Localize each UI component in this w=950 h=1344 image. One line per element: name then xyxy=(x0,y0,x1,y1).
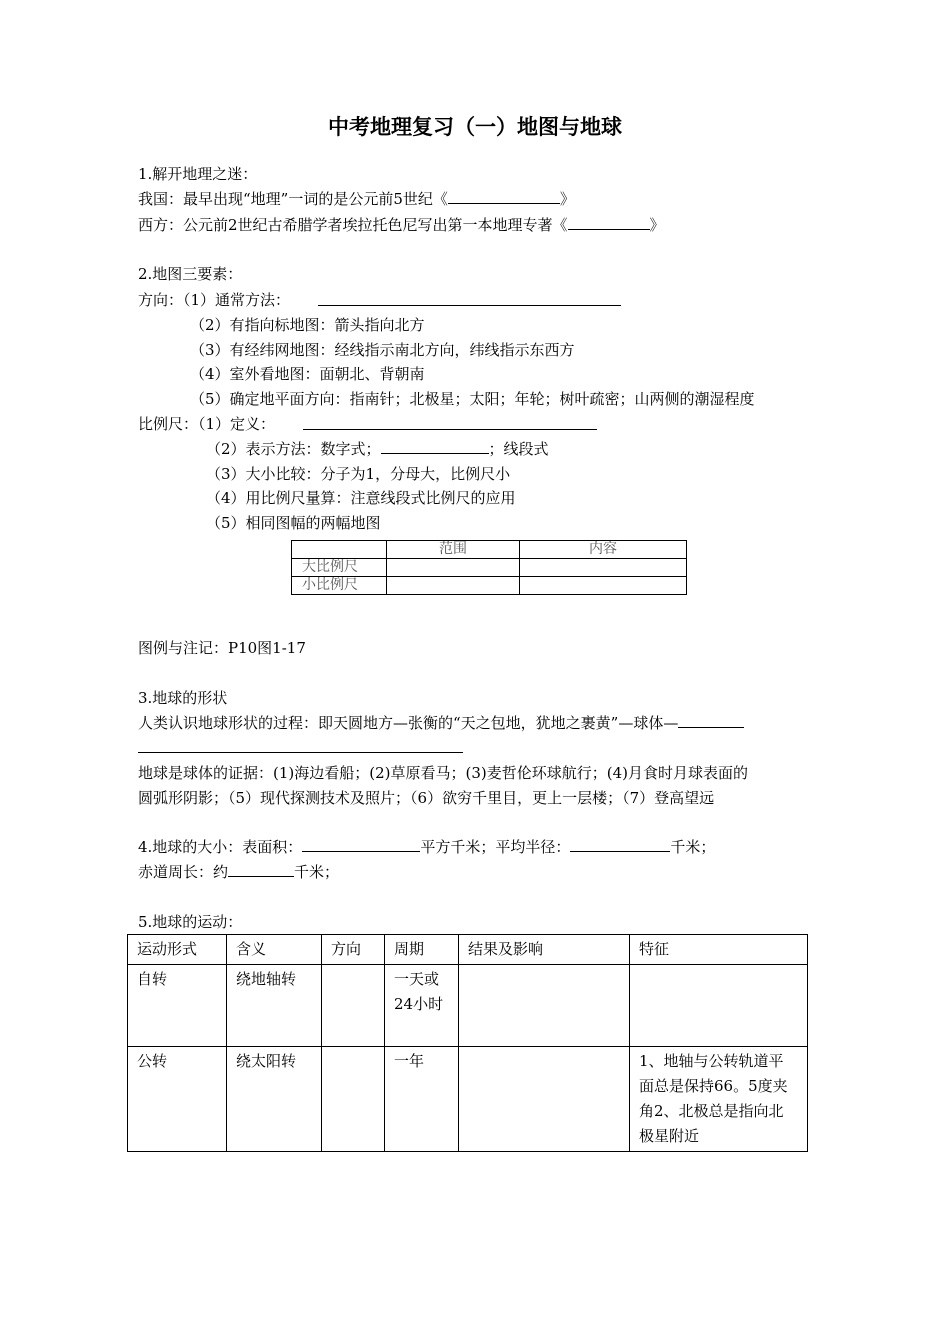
table-cell[interactable] xyxy=(322,965,385,1047)
section1-line1-text: 我国：最早出现“地理”一词的是公元前5世纪《 xyxy=(138,190,448,208)
scale-comparison-table xyxy=(291,540,687,595)
feature-text-d: 极星附近 xyxy=(639,1127,700,1145)
section4-line1 xyxy=(138,837,715,857)
table-cell: 绕地轴转 xyxy=(227,965,322,1047)
table-header-cell xyxy=(292,541,387,559)
table-cell[interactable] xyxy=(520,559,687,577)
direction-item-1: （1）通常方法： xyxy=(183,291,291,309)
blank-ancient-book[interactable] xyxy=(448,189,560,204)
table-cell[interactable] xyxy=(459,965,630,1047)
legend-note: 图例与注记：P10图1-17 xyxy=(138,639,306,657)
scale-item-2-text: （2）表示方法：数字式； xyxy=(206,440,381,458)
table-cell: 公转 xyxy=(128,1047,227,1152)
table-cell xyxy=(385,965,459,1047)
scale-item-5: （5）相同图幅的两幅地图 xyxy=(206,514,381,532)
scale-item-4: （4）用比例尺量算：注意线段式比例尺的应用 xyxy=(206,489,516,507)
table-header-cell: 特征 xyxy=(630,935,808,965)
blank-mean-radius[interactable] xyxy=(570,837,670,852)
section3-line2: 地球是球体的证据：(1)海边看船；(2)草原看马；(3)麦哲伦环球航行；(4)月食时月球表面的 xyxy=(138,764,748,782)
feature-text-a: 1、地轴与公转轨道平 xyxy=(639,1052,784,1070)
feature-text-b: 面总是保持66。5度夹 xyxy=(639,1077,788,1095)
section4-text-b: 平方千米；平均半径： xyxy=(420,838,571,856)
table-cell: 绕太阳转 xyxy=(227,1047,322,1152)
section5-heading: 5.地球的运动： xyxy=(138,913,243,931)
table-header-row xyxy=(128,935,808,965)
blank-usual-direction[interactable] xyxy=(318,291,621,306)
table-cell[interactable] xyxy=(630,965,808,1047)
blank-earth-shape-1[interactable] xyxy=(678,713,744,728)
direction-item-2: （2）有指向标地图：箭头指向北方 xyxy=(190,316,425,334)
feature-text-c: 角2、北极总是指向北 xyxy=(639,1102,784,1120)
blank-earth-shape-2[interactable] xyxy=(138,738,463,753)
blank-western-book[interactable] xyxy=(568,215,650,230)
scale-line1 xyxy=(138,414,275,434)
section4-text-d: 赤道周长：约 xyxy=(138,863,229,881)
direction-item-5: （5）确定地平面方向：指南针；北极星；太阳；年轮；树叶疏密；山两侧的潮湿程度 xyxy=(190,390,755,408)
section4-text-e: 千米； xyxy=(294,863,340,881)
table-cell: 大比例尺 xyxy=(292,559,387,577)
table-cell[interactable] xyxy=(459,1047,630,1152)
section1-line2-text: 西方：公元前2世纪古希腊学者埃拉托色尼写出第一本地理专著《 xyxy=(138,216,568,234)
scale-label: 比例尺： xyxy=(138,415,199,433)
section1-line2-end: 》 xyxy=(649,216,665,234)
blank-equator-length[interactable] xyxy=(228,862,294,877)
table-header-cell: 内容 xyxy=(520,541,687,559)
table-cell[interactable] xyxy=(387,577,520,595)
section1-line1-end: 》 xyxy=(559,190,575,208)
table-header-cell: 范围 xyxy=(387,541,520,559)
table-cell: 自转 xyxy=(128,965,227,1047)
section4-text-a: 4.地球的大小：表面积： xyxy=(138,838,303,856)
table-cell: 小比例尺 xyxy=(292,577,387,595)
table-header-cell: 周期 xyxy=(385,935,459,965)
scale-item-2 xyxy=(206,439,549,459)
scale-item-2-end: ；线段式 xyxy=(488,440,549,458)
section4-line2 xyxy=(138,862,339,882)
table-row xyxy=(292,577,687,595)
section3-line1 xyxy=(138,713,744,733)
table-row xyxy=(292,559,687,577)
page-title: 中考地理复习（一）地图与地球 xyxy=(328,114,622,139)
table-header-cell: 结果及影响 xyxy=(459,935,630,965)
table-cell xyxy=(630,1047,808,1152)
table-cell[interactable] xyxy=(322,1047,385,1152)
table-header-cell: 含义 xyxy=(227,935,322,965)
table-cell[interactable] xyxy=(387,559,520,577)
section1-line2 xyxy=(138,215,665,235)
section3-heading: 3.地球的形状 xyxy=(138,689,228,707)
direction-item-4: （4）室外看地图：面朝北、背朝南 xyxy=(190,365,425,383)
blank-scale-definition[interactable] xyxy=(303,415,597,430)
table-row xyxy=(128,965,808,1047)
table-cell[interactable] xyxy=(520,577,687,595)
direction-item-3: （3）有经纬网地图：经线指示南北方向，纬线指示东西方 xyxy=(190,341,575,359)
period-text-a: 一天或 xyxy=(394,970,440,988)
table-cell: 一年 xyxy=(385,1047,459,1152)
direction-line1 xyxy=(138,290,290,310)
section1-heading: 1.解开地理之迷： xyxy=(138,165,258,183)
direction-label: 方向： xyxy=(138,291,184,309)
table-header-row xyxy=(292,541,687,559)
section1-line1 xyxy=(138,189,575,209)
section2-heading: 2.地图三要素： xyxy=(138,265,243,283)
table-header-cell: 方向 xyxy=(322,935,385,965)
section3-line1-text: 人类认识地球形状的过程：即天圆地方—张衡的“天之包地，犹地之裹黄”—球体— xyxy=(138,714,679,732)
section3-line3: 圆弧形阴影；（5）现代探测技术及照片；（6）欲穷千里目，更上一层楼；（7）登高望远 xyxy=(138,789,715,807)
scale-item-1: （1）定义： xyxy=(198,415,276,433)
section4-text-c: 千米； xyxy=(670,838,716,856)
table-row xyxy=(128,1047,808,1152)
table-header-cell: 运动形式 xyxy=(128,935,227,965)
earth-motion-table xyxy=(127,934,808,1152)
scale-item-3: （3）大小比较：分子为1，分母大，比例尺小 xyxy=(206,465,511,483)
period-text-b: 24小时 xyxy=(394,995,444,1013)
blank-surface-area[interactable] xyxy=(302,837,420,852)
blank-scale-representation[interactable] xyxy=(381,439,489,454)
